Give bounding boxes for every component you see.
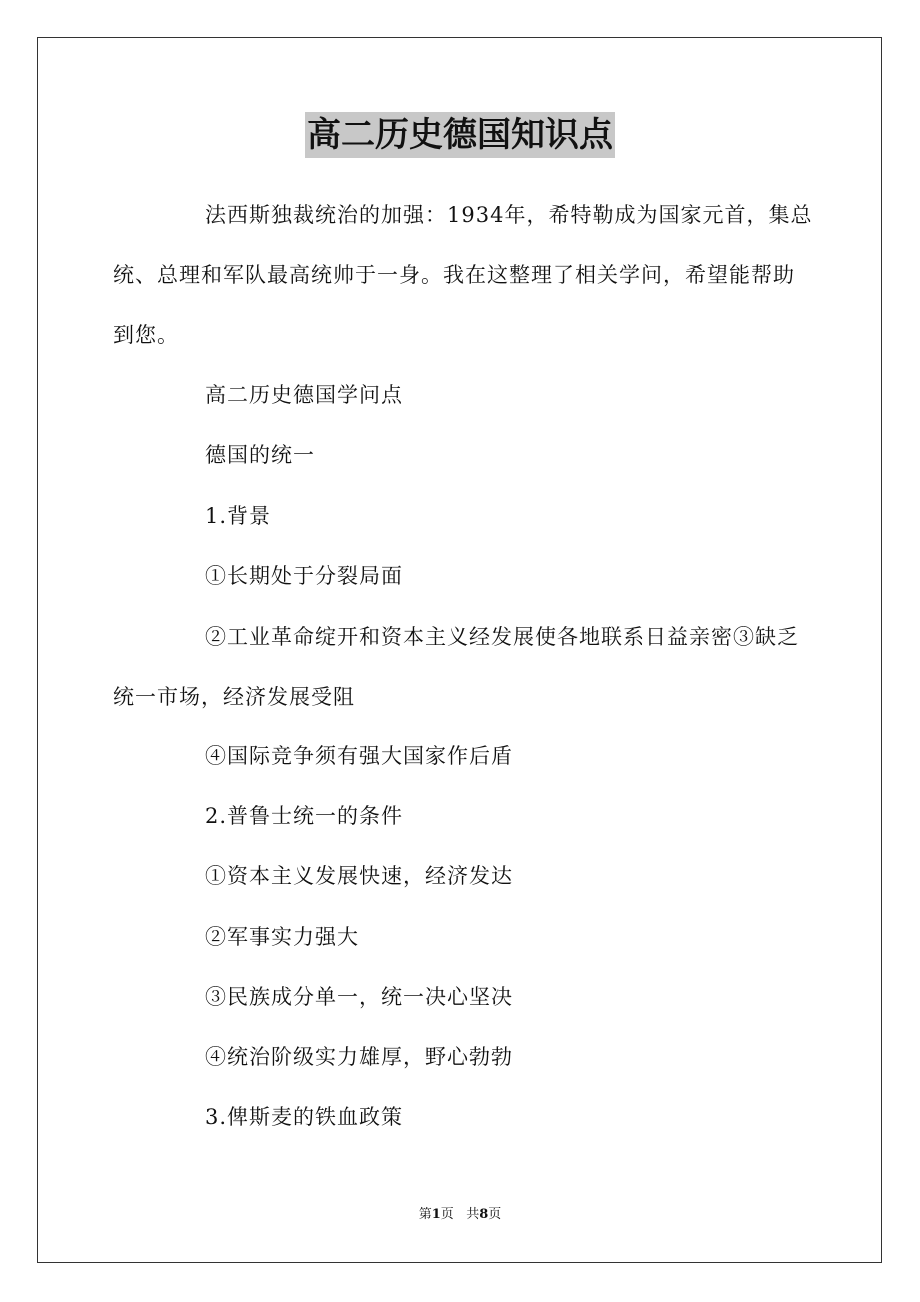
footer-total-suffix: 页 [488, 1207, 502, 1222]
section-heading: 高二历史德国学问点 [205, 383, 403, 407]
page-footer [0, 1206, 920, 1224]
footer-prefix: 第 [418, 1207, 432, 1222]
footer-page-number: 1 [431, 1207, 441, 1222]
list-item-paragraph: ②工业革命绽开和资本主义经发展使各地联系日益亲密③缺乏统一市场，经济发展受阻 [113, 625, 799, 709]
footer-page-suffix: 页 [440, 1207, 454, 1222]
document-title: 高二历史德国知识点 [305, 112, 615, 158]
subheading-unification: 德国的统一 [205, 443, 315, 467]
item-bismarck-policy: 3.俾斯麦的铁血政策 [205, 1105, 404, 1129]
list-item: ③民族成分单一，统一决心坚决 [205, 985, 513, 1009]
list-item: ②军事实力强大 [205, 925, 359, 949]
list-item: ①长期处于分裂局面 [205, 564, 403, 588]
list-item: ④国际竞争须有强大国家作后盾 [205, 744, 513, 768]
list-item: ①资本主义发展快速，经济发达 [205, 864, 513, 888]
item-prussia-conditions: 2.普鲁士统一的条件 [205, 804, 404, 828]
title-container [0, 112, 920, 158]
footer-total-prefix: 共 [466, 1207, 480, 1222]
footer-total-pages: 8 [479, 1207, 489, 1222]
list-item: ④统治阶级实力雄厚，野心勃勃 [205, 1045, 513, 1069]
item-background: 1.背景 [205, 504, 272, 528]
intro-paragraph: 法西斯独裁统治的加强：1934年，希特勒成为国家元首，集总统、总理和军队最高统帅于一身。我在这整理了相关学问，希望能帮助到您。 [113, 203, 813, 347]
